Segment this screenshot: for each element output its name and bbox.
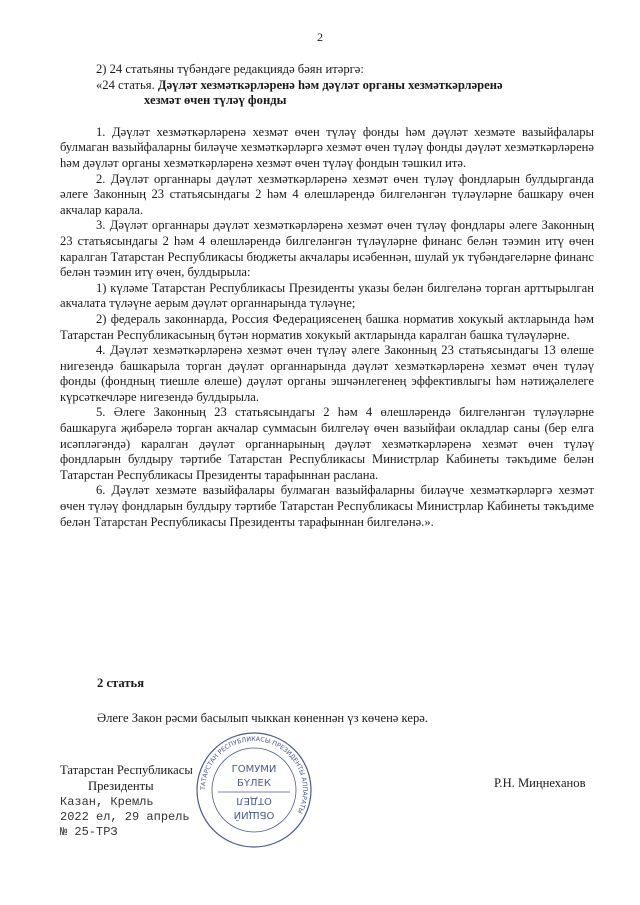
subparagraph-1: 1) күләме Татарстан Республикасы Президенты указы белән билгеләнә торган арттырылган акчалата түләүне аерым дәүләт органнарында түләүне;: [60, 280, 594, 311]
stamp-line-4: ОТДЕЛ: [236, 795, 272, 806]
paragraph-1: 1. Дәүләт хезмәткәрләренә хезмәт өчен түләү фонды һәм дәүләт хезмәте вазыйфалары булмаган вазыйфаларны биләүче хезмәткәрләргә хезмәт өчен түләү фонды дәүләт хезмәткәрләренә һәм дәүләт органы хезмәткәрләренә хезмәт өчен түләү фондын тәшкил итә.: [60, 124, 594, 170]
article-2-text: Әлеге Закон рәсми басылып чыккан көненнән үз көченә керә.: [97, 711, 428, 725]
paragraph-3: 3. Дәүләт органнары дәүләт хезмәткәрләренә хезмәт өчен түләү фондлары әлеге Законның 23 статьясындагы 2 һәм 4 өлешләрендә билгеләнгән түләүләрне финанс белән тәэмин итү өчен каралган Татарстан Республикасы бюджеты акчалары исәбеннән, шулай ук түбәндәгеләрне финанс белән тәэмин итү өчен, булдырыла:: [60, 218, 594, 280]
signatory-name: Р.Н. Миңнеханов: [494, 776, 586, 790]
document-body: [60, 62, 594, 530]
article-24-prefix: «24 статья.: [96, 77, 155, 92]
paragraph-5: 5. Әлеге Законның 23 статьясындагы 2 һәм 4 өлешләрендә билгеләнгән түләүләрне башкаруга җибәрелә торган акчалар суммасын билгеләү өчен вазыйфаи окладлар саны (бер елга исәпләгәндә) каралган дәүләт органнарының дәүләт хезмәткәрләренә хезмәт өчен түләү фондларын булдыру тәртибе Татарстан Республикасы Министрлар Кабинеты тәкъдиме белән Татарстан Республикасы Президенты тарафыннан раслана.: [60, 405, 594, 482]
official-stamp: [194, 730, 314, 850]
meta-date: 2022 ел, 29 апрель: [60, 810, 190, 824]
paragraph-6: 6. Дәүләт хезмәте вазыйфалары булмаган вазыйфаларны биләүче хезмәткәрләргә хезмәт өчен түләү фондларын булдыру тәртибе Татарстан Республикасы Министрлар Кабинеты тәкъдиме белән Татарстан Республикасы Президенты тарафыннан билгеләнә.».: [60, 483, 594, 529]
article-2-title: 2 статья: [97, 676, 145, 690]
subparagraph-2: 2) федераль законнарда, Россия Федерациясенең башка норматив хокукый актларында һәм Татарстан Республикасының бүтән норматив хокукый актларында каралган башка түләүләрне.: [60, 311, 594, 342]
stamp-line-3: ОБЩИЙ: [233, 809, 275, 820]
signature-position: [60, 762, 193, 794]
document-meta: [60, 795, 190, 840]
stamp-line-1: ГОМУМИ: [231, 764, 277, 775]
article-24-title-part2: хезмәт өчен түләү фонды: [144, 93, 287, 108]
stamp-ring-text: ТАТАРСТАН РЕСПУБЛИКАСЫ ПРЕЗИДЕНТЫ АППАРАТЫ: [199, 735, 309, 815]
page-number: 2: [317, 30, 323, 44]
paragraph-4: 4. Дәүләт хезмәткәрләренә хезмәт өчен түләү әлеге Законның 23 статьясындагы 13 өлеше нигезендә башкарыла торган дәүләт органнарында дәүләт хезмәткәрләренә хезмәт өчен түләү фонды (фондның тиешле өлеше) дәүләт органы эшчәнлегенең эффективлыгы һәм нәтиҗәлелеге күрсәткечләре нигезендә булдырыла.: [60, 343, 594, 404]
article-24-heading: [96, 78, 594, 109]
meta-place: Казан, Кремль: [60, 795, 154, 809]
signature-position-line-2: Президенты: [88, 779, 154, 793]
stamp-line-2: БҮЛЕК: [237, 778, 271, 789]
paragraph-2: 2. Дәүләт органнары дәүләт хезмәткәрләренә хезмәт өчен түләү фондларын булдырганда әлеге Законның 23 статьясындагы 2 һәм 4 өлешләрендә билгеләнгән түләүләрне башкару өчен акчалар карала.: [60, 171, 594, 217]
article-24-title-part1: Дәүләт хезмәткәрләренә һәм дәүләт органы хезмәткәрләренә: [157, 77, 503, 92]
signature-position-line-1: Татарстан Республикасы: [60, 763, 193, 777]
meta-number: № 25-ТРЗ: [60, 825, 118, 839]
intro-line: 2) 24 статьяны түбәндәге редакциядә бәян итәргә:: [96, 62, 364, 76]
